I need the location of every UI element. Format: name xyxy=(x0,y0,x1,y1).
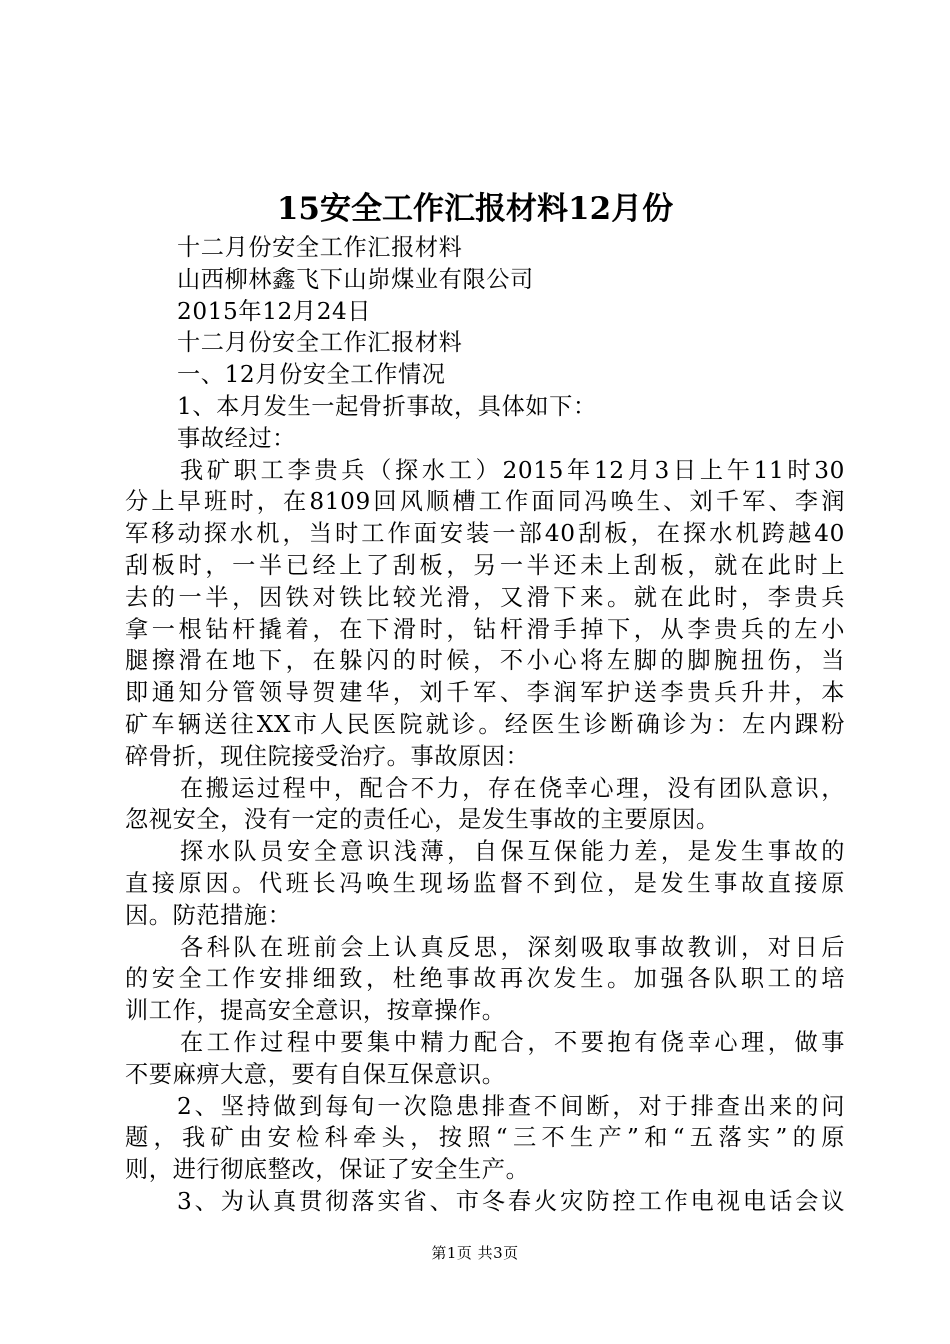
page-footer: 第1页 共3页 xyxy=(431,1244,519,1262)
body-line: 的安全工作安排细致，杜绝事故再次发生。加强各队职工的培 xyxy=(125,965,845,993)
document-body xyxy=(125,232,845,1218)
body-line: 不要麻痹大意，要有自保互保意识。 xyxy=(125,1060,506,1088)
body-line: 训工作，提高安全意识，按章操作。 xyxy=(125,997,506,1025)
body-line: 去的一半，因铁对铁比较光滑，又滑下来。就在此时，李贵兵 xyxy=(125,583,845,611)
body-line: 拿一根钻杆撬着，在下滑时，钻杆滑手掉下，从李贵兵的左小 xyxy=(125,615,845,643)
body-line: 在搬运过程中，配合不力，存在侥幸心理，没有团队意识， xyxy=(180,774,845,802)
body-line: 各科队在班前会上认真反思，深刻吸取事故教训，对日后 xyxy=(180,933,845,961)
body-line: 题，我矿由安检科牵头，按照“三不生产”和“五落实”的原 xyxy=(125,1124,845,1152)
body-line: 探水队员安全意识浅薄，自保互保能力差，是发生事故的 xyxy=(180,838,845,866)
body-line: 山西柳林鑫飞下山峁煤业有限公司 xyxy=(177,265,534,293)
body-line: 十二月份安全工作汇报材料 xyxy=(177,329,463,357)
body-line: 腿擦滑在地下，在躲闪的时候，不小心将左脚的脚腕扭伤，当 xyxy=(125,647,845,675)
body-line: 2015年12月24日 xyxy=(177,297,372,325)
body-line: 直接原因。代班长冯唤生现场监督不到位，是发生事故直接原 xyxy=(125,869,845,897)
body-line: 在工作过程中要集中精力配合，不要抱有侥幸心理，做事 xyxy=(180,1028,845,1056)
body-line: 事故经过： xyxy=(177,424,296,452)
body-line: 忽视安全，没有一定的责任心，是发生事故的主要原因。 xyxy=(125,806,720,834)
body-line: 碎骨折，现住院接受治疗。事故原因： xyxy=(125,742,530,770)
body-line: 矿车辆送往XX市人民医院就诊。经医生诊断确诊为：左内踝粉 xyxy=(125,710,845,738)
body-line: 因。防范措施： xyxy=(125,901,292,929)
body-line: 十二月份安全工作汇报材料 xyxy=(177,234,463,261)
body-line: 刮板时，一半已经上了刮板，另一半还未上刮板，就在此时上 xyxy=(125,551,845,579)
body-line: 一、12月份安全工作情况 xyxy=(177,361,446,389)
body-line: 则，进行彻底整改，保证了安全生产。 xyxy=(125,1156,530,1184)
body-line: 2、坚持做到每旬一次隐患排查不间断，对于排查出来的问 xyxy=(177,1092,845,1120)
body-line: 分上早班时，在8109回风顺槽工作面同冯唤生、刘千军、李润 xyxy=(125,488,845,516)
body-line: 1、本月发生一起骨折事故，具体如下： xyxy=(177,392,597,420)
body-line: 即通知分管领导贺建华，刘千军、李润军护送李贵兵升井，本 xyxy=(125,679,845,707)
body-line: 我矿职工李贵兵（探水工）2015年12月3日上午11时30 xyxy=(180,456,845,484)
body-line: 军移动探水机，当时工作面安装一部40刮板，在探水机跨越40 xyxy=(125,520,845,548)
document-title: 15安全工作汇报材料12月份 xyxy=(276,191,674,227)
body-line: 3、为认真贯彻落实省、市冬春火灾防控工作电视电话会议 xyxy=(177,1187,845,1215)
